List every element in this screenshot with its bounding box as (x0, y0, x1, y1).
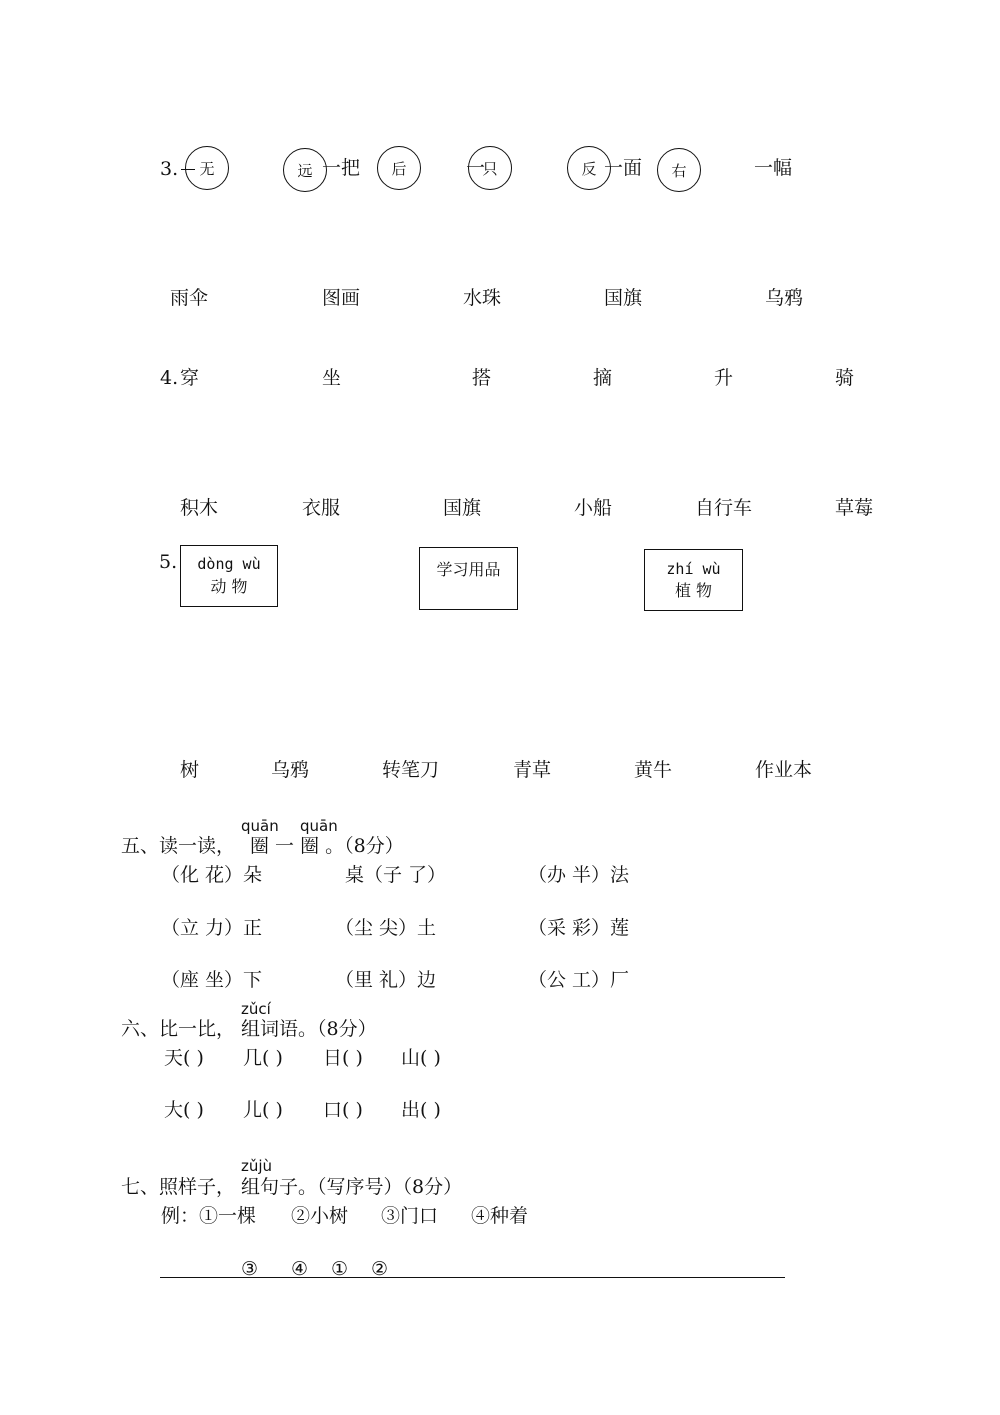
q3-circle-6: 右 (657, 148, 701, 192)
q5-number: 5. (159, 551, 178, 573)
q5-word-3: 转笔刀 (382, 759, 440, 781)
q4-verb-6: 骑 (835, 367, 855, 389)
q4-verb-3: 搭 (472, 367, 492, 389)
s6-title-post: 组词语。（8分） (241, 1018, 377, 1040)
q5-word-2: 乌鸦 (271, 759, 310, 781)
s7-answer-2: ④ (291, 1258, 309, 1280)
s6-r1-c2: 几( ) (243, 1047, 283, 1069)
q5-box2-hanzi: 学习用品 (436, 560, 501, 579)
s5-r3-c1: （座 坐）下 (161, 969, 263, 991)
q4-number: 4. (160, 367, 179, 389)
q4-object-4: 小船 (574, 497, 613, 519)
s6-pinyin: zǔcí (241, 1000, 271, 1018)
s7-example-2: ②小树 (291, 1205, 349, 1227)
q5-word-1: 树 (180, 759, 200, 781)
q3-circle-2: 远 (283, 148, 327, 192)
s5-pinyin-2: quān (300, 817, 338, 835)
q4-object-1: 积木 (180, 497, 219, 519)
q3-word-1: 雨伞 (170, 287, 209, 309)
s6-r2-c4: 出( ) (401, 1099, 441, 1121)
s6-r2-c1: 大( ) (164, 1099, 204, 1121)
q4-object-5: 自行车 (695, 497, 753, 519)
q3-measure-3: 一面 (604, 157, 643, 179)
q3-word-3: 水珠 (463, 287, 502, 309)
q4-verb-2: 坐 (322, 367, 342, 389)
s5-title-mid: 圈 一 圈 。（8分） (250, 835, 404, 857)
q3-circle-1: 无 (185, 146, 229, 190)
s5-title: 五、读一读， (121, 835, 236, 857)
q3-measure-2: 一 (466, 157, 486, 179)
q5-category-plant (644, 549, 743, 611)
q4-verb-1: 穿 (180, 367, 200, 389)
s7-example-3: ③门口 (381, 1205, 439, 1227)
s6-title-pre: 六、比一比， (121, 1018, 236, 1040)
s5-r1-c3: （办 半）法 (528, 864, 630, 886)
s7-pinyin: zǔjù (241, 1157, 273, 1175)
s5-r2-c1: （立 力）正 (161, 917, 263, 939)
q5-category-animal (180, 545, 278, 607)
s6-r1-c1: 天( ) (164, 1047, 204, 1069)
q3-word-2: 图画 (322, 287, 361, 309)
q5-category-school-supplies (419, 547, 518, 610)
q3-word-5: 乌鸦 (765, 287, 804, 309)
q3-circle-4: 只 (468, 146, 512, 190)
q3-measure-4: 一幅 (754, 157, 793, 179)
q5-word-6: 作业本 (755, 759, 813, 781)
q3-measure-1: 一把 (322, 157, 361, 179)
q5-word-5: 黄牛 (634, 759, 673, 781)
q5-box1-hanzi: 动 物 (210, 577, 248, 596)
s5-r3-c2: （里 礼）边 (335, 969, 437, 991)
q5-word-4: 青草 (513, 759, 552, 781)
s7-example-1: 例：①一棵 (161, 1205, 257, 1227)
q4-object-2: 衣服 (302, 497, 341, 519)
s7-answer-4: ② (371, 1258, 389, 1280)
s7-title-pre: 七、照样子， (121, 1176, 236, 1198)
s6-r1-c4: 山( ) (401, 1047, 441, 1069)
q4-verb-5: 升 (714, 367, 734, 389)
q4-verb-4: 摘 (593, 367, 613, 389)
s5-pinyin-1: quān (241, 817, 279, 835)
q5-box3-pinyin: zhí wù (666, 560, 721, 578)
s5-r1-c2: 桌（子 了） (345, 864, 447, 886)
s7-answer-3: ① (331, 1258, 349, 1280)
s5-r3-c3: （公 工）厂 (528, 969, 630, 991)
s5-r2-c3: （采 彩）莲 (528, 917, 630, 939)
q4-object-6: 草莓 (835, 497, 874, 519)
q5-box1-pinyin: dòng wù (197, 555, 261, 573)
s5-r2-c2: （尘 尖）土 (335, 917, 437, 939)
s6-r2-c3: 口( ) (323, 1099, 363, 1121)
s5-r1-c1: （化 花）朵 (161, 864, 263, 886)
s7-answer-line (160, 1277, 785, 1278)
s6-r2-c2: 儿( ) (243, 1099, 283, 1121)
q4-object-3: 国旗 (443, 497, 482, 519)
s7-example-4: ④种着 (471, 1205, 529, 1227)
q5-box3-hanzi: 植 物 (674, 581, 713, 600)
q3-circle-5: 反 (567, 146, 611, 190)
q3-word-4: 国旗 (604, 287, 643, 309)
s7-title-post: 组句子。（写序号）（8分） (241, 1176, 463, 1198)
s7-answer-1: ③ (241, 1258, 259, 1280)
s6-r1-c3: 日( ) (323, 1047, 363, 1069)
q3-circle-3: 后 (377, 146, 421, 190)
q3-number: 3. (160, 158, 179, 180)
